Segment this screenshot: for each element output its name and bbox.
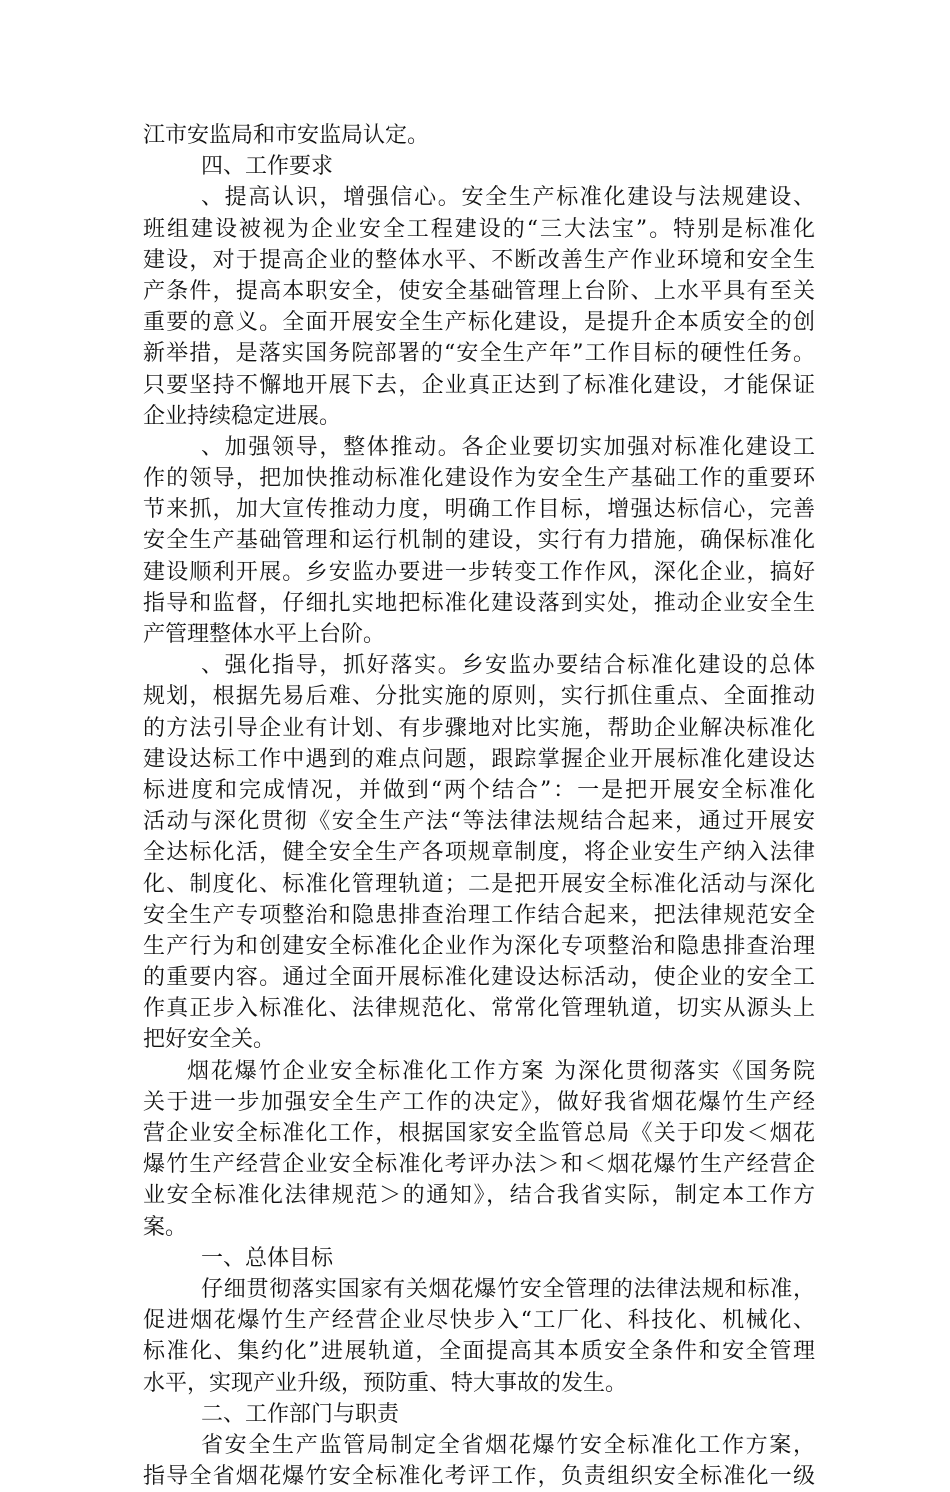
document-page	[143, 120, 815, 1492]
text-line: 只要坚持不懈地开展下去，企业真正达到了标准化建设，才能保证	[143, 372, 815, 398]
text-line: 建设，对于提高企业的整体水平、不断改善生产作业环境和安全生	[143, 247, 815, 273]
text-line: 安全生产专项整治和隐患排查治理工作结合起来，把法律规范安全	[143, 902, 815, 928]
text-line: 产管理整体水平上台阶。	[143, 622, 386, 647]
text-line: 指导全省烟花爆竹安全标准化考评工作，负责组织安全标准化一级	[143, 1464, 815, 1490]
text-line: 的方法引导企业有计划、有步骤地对比实施，帮助企业解决标准化	[143, 715, 815, 741]
text-line: 标准化、集约化”进展轨道，全面提高其本质安全条件和安全管理	[143, 1339, 815, 1365]
text-line: 业安全标准化法律规范＞的通知》，结合我省实际，制定本工作方	[143, 1183, 815, 1209]
text-line: 作的领导，把加快推动标准化建设作为安全生产基础工作的重要环	[143, 466, 815, 492]
text-line: 建设达标工作中遇到的难点问题，跟踪掌握企业开展标准化建设达	[143, 746, 815, 772]
text-line: 生产行为和创建安全标准化企业作为深化专项整治和隐患排查治理	[143, 933, 815, 959]
text-line: 案。	[143, 1214, 188, 1240]
text-line: 、强化指导，抓好落实。乡安监办要结合标准化建设的总体	[201, 653, 815, 679]
text-line: 促进烟花爆竹生产经营企业尽快步入“工厂化、科技化、机械化、	[143, 1308, 815, 1334]
text-line: 、加强领导，整体推动。各企业要切实加强对标准化建设工	[201, 434, 815, 460]
text-line: 建设顺利开展。乡安监办要进一步转变工作作风，深化企业，搞好	[143, 559, 815, 585]
text-line: 活动与深化贯彻《安全生产法“等法律法规结合起来，通过开展安	[143, 809, 815, 835]
text-line: 产条件，提高本职安全，使安全基础管理上台阶、上水平具有至关	[143, 278, 815, 304]
text-line: 关于进一步加强安全生产工作的决定》，做好我省烟花爆竹生产经	[143, 1089, 815, 1115]
text-line: 、提高认识，增强信心。安全生产标准化建设与法规建设、	[201, 185, 815, 211]
text-line: 把好安全关。	[143, 1027, 276, 1053]
text-line: 二、工作部门与职责	[201, 1401, 400, 1427]
text-line: 作真正步入标准化、法律规范化、常常化管理轨道，切实从源头上	[143, 996, 815, 1022]
text-line: 节来抓，加大宣传推动力度，明确工作目标，增强达标信心，完善	[143, 497, 815, 523]
text-line: 规划，根据先易后难、分批实施的原则，实行抓住重点、全面推动	[143, 684, 815, 710]
text-line: 全达标化活，健全安全生产各项规章制度，将企业安生产纳入法律	[143, 840, 815, 866]
text-line: 江市安监局和市安监局认定。	[143, 123, 430, 148]
text-line: 营企业安全标准化工作，根据国家安全监管总局《关于印发＜烟花	[143, 1121, 815, 1146]
text-line: 省安全生产监管局制定全省烟花爆竹安全标准化工作方案，	[201, 1432, 815, 1458]
text-line: 的重要内容。通过全面开展标准化建设达标活动，使企业的安全工	[143, 965, 815, 991]
text-line: 新举措，是落实国务院部署的“安全生产年”工作目标的硬性任务。	[143, 341, 815, 367]
text-line: 水平，实现产业升级，预防重、特大事故的发生。	[143, 1370, 628, 1396]
text-line: 化、制度化、标准化管理轨道；二是把开展安全标准化活动与深化	[143, 871, 815, 897]
text-line: 标进度和完成情况，并做到“两个结合”：一是把开展安全标准化	[143, 777, 815, 803]
text-line: 重要的意义。全面开展安全生产标化建设，是提升企本质安全的创	[143, 310, 815, 336]
text-line: 一、总体目标	[201, 1245, 334, 1271]
text-line: 安全生产基础管理和运行机制的建设，实行有力措施，确保标准化	[143, 528, 815, 554]
text-line: 四、工作要求	[201, 154, 334, 180]
text-line: 指导和监督，仔细扎实地把标准化建设落到实处，推动企业安全生	[143, 590, 815, 616]
text-line: 烟花爆竹企业安全标准化工作方案 为深化贯彻落实《国务院	[187, 1058, 815, 1084]
text-line: 企业持续稳定进展。	[143, 403, 342, 429]
text-line: 班组建设被视为企业安全工程建设的“三大法宝”。特别是标准化	[143, 216, 815, 242]
text-line: 仔细贯彻落实国家有关烟花爆竹安全管理的法律法规和标准，	[201, 1276, 815, 1302]
text-line: 爆竹生产经营企业安全标准化考评办法＞和＜烟花爆竹生产经营企	[143, 1152, 815, 1178]
